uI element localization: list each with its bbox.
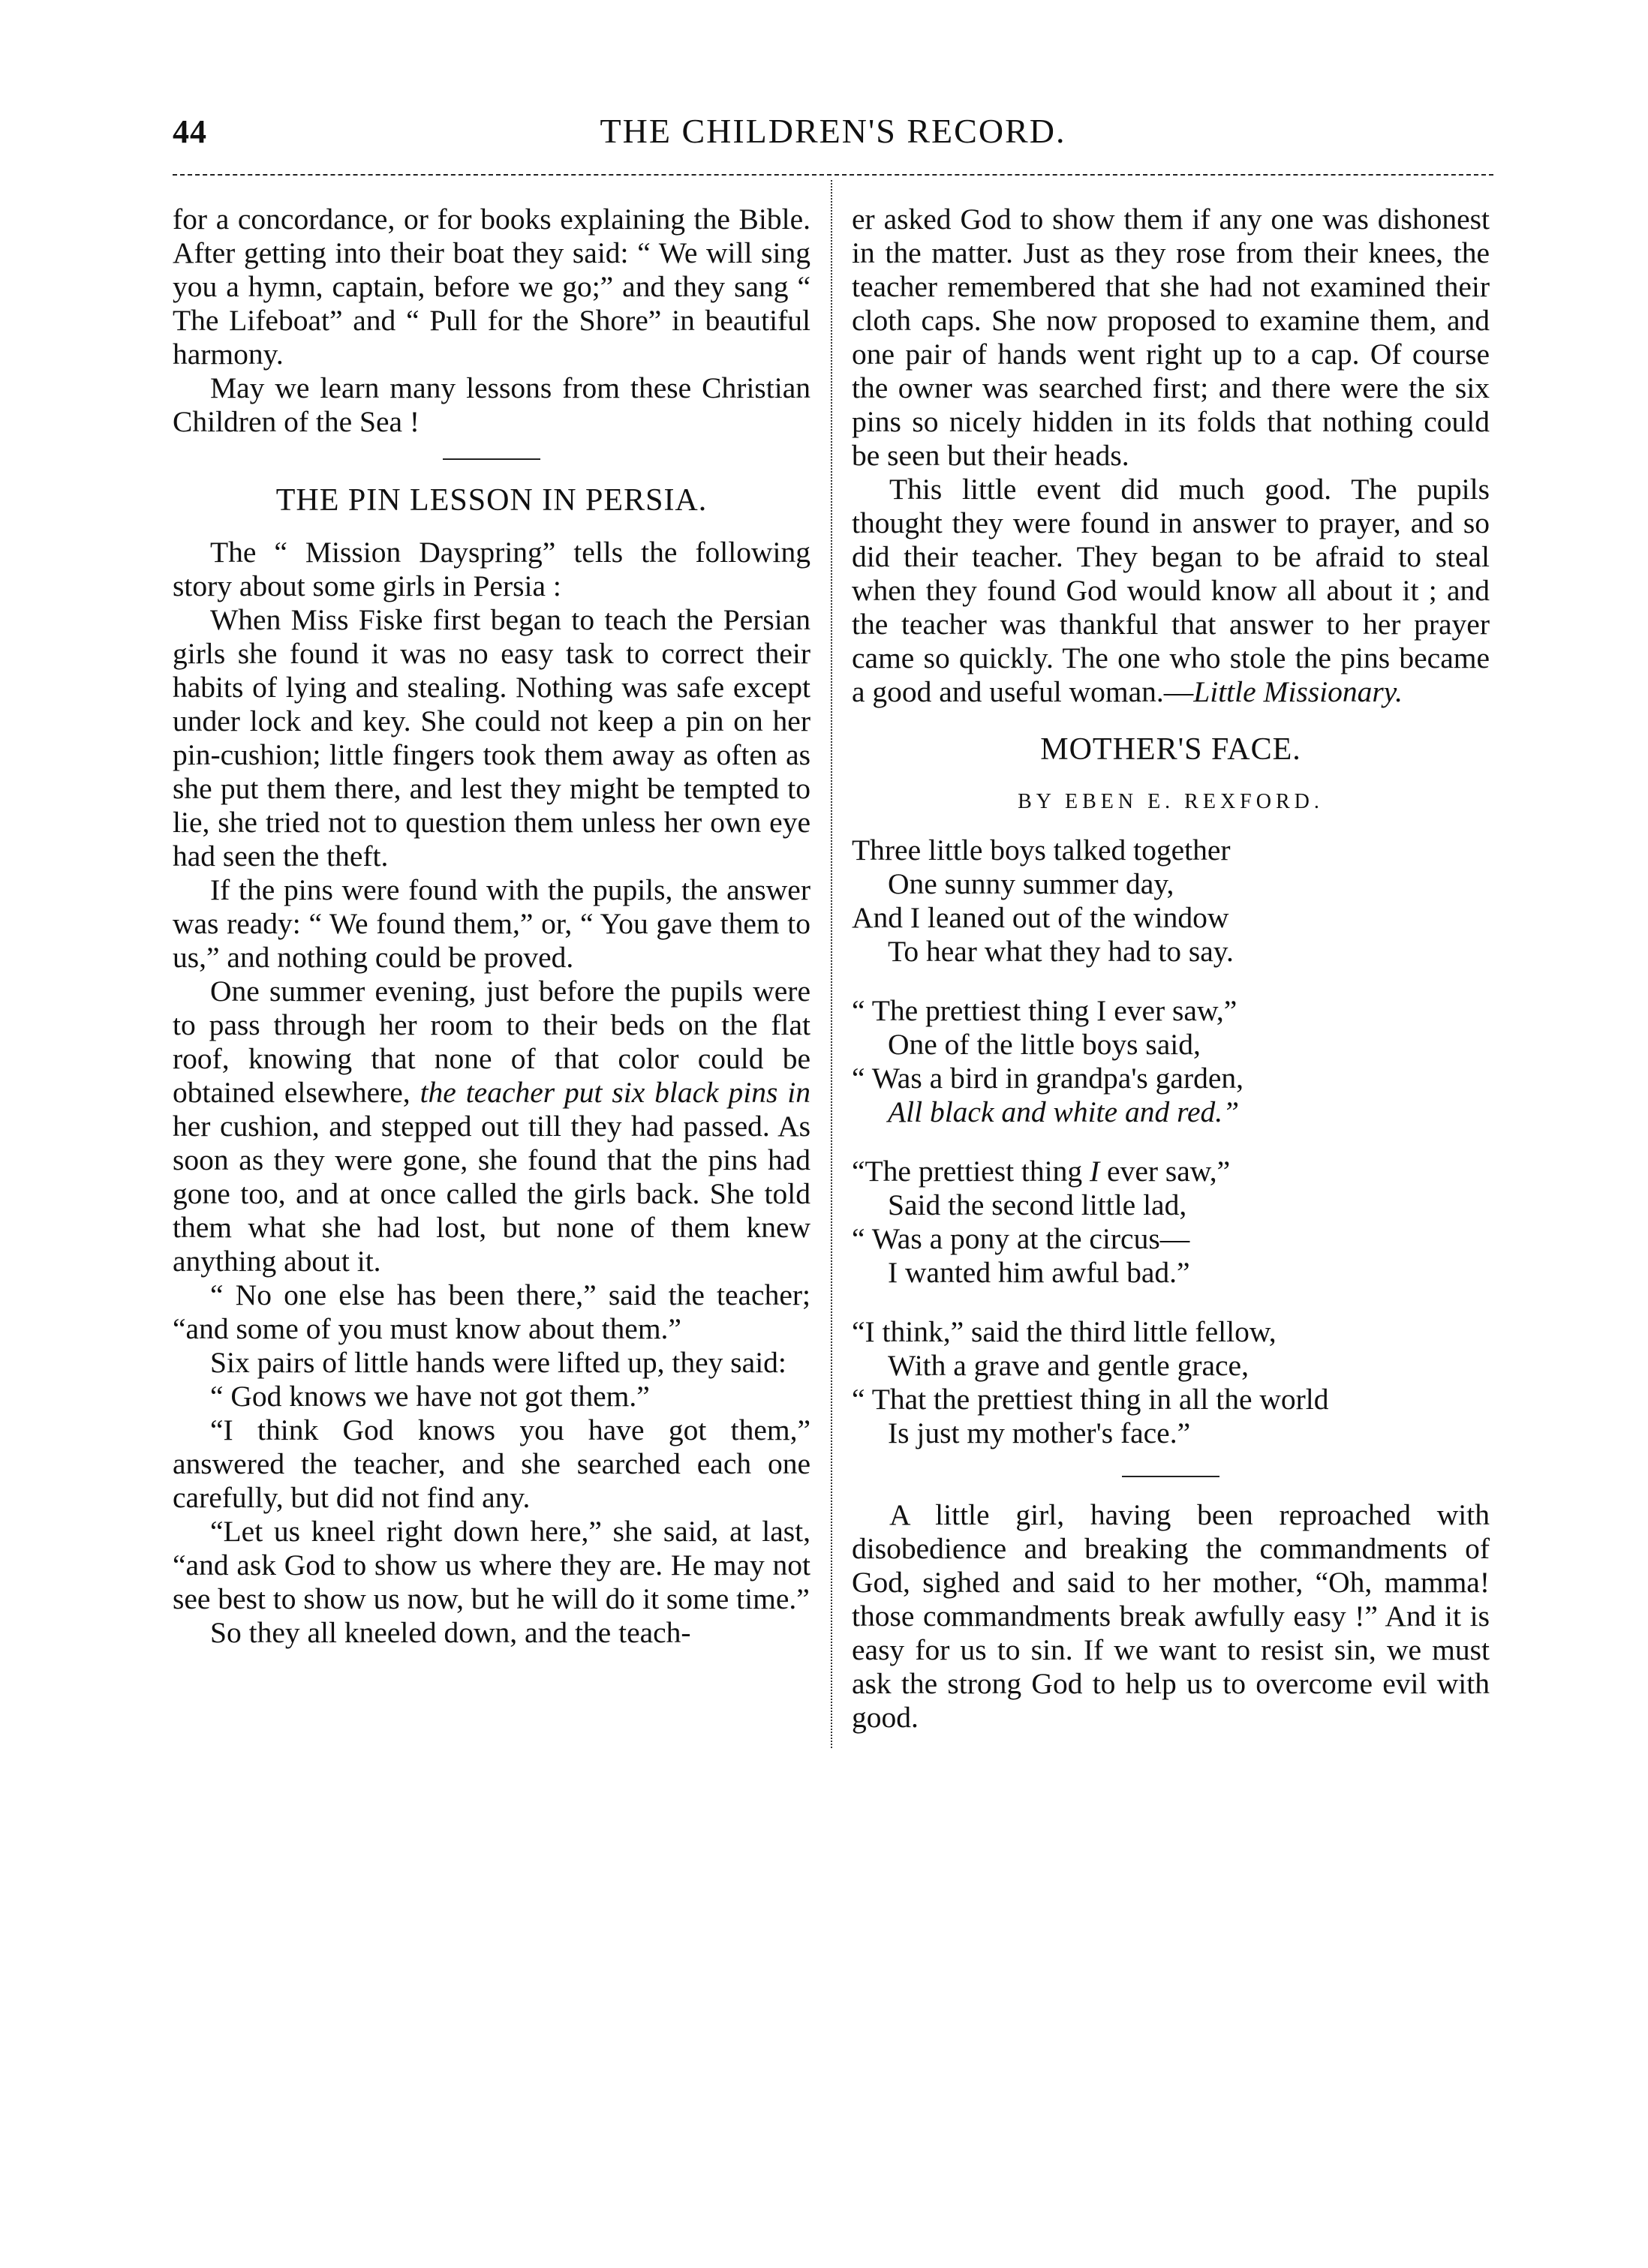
poem-stanza (852, 994, 1490, 1129)
poem-line: “ Was a bird in grandpa's garden, (852, 1062, 1244, 1095)
poem-line: With a grave and gentle grace, (888, 1349, 1249, 1382)
closing-paragraph: A little girl, having been reproached with disobedience and breaking the commandments of God, sighed and said to her mother, “Oh, mamma! those commandments break awfully easy !” And it is easy for us to sin. If we want to resist sin, we must ask the strong God to help us to overcome evil with good. (852, 1498, 1490, 1734)
section-rule (1122, 1476, 1219, 1477)
paragraph-text: One summer evening, just before the pupils were to pass through her room to their beds on the flat roof, knowing that none of that color could be obtained elsewhere, (173, 975, 810, 1109)
poem-line: Is just my mother's face.” (888, 1416, 1191, 1449)
poem-line (852, 1095, 1490, 1129)
poem-line: I wanted him awful bad.” (888, 1256, 1190, 1289)
article-paragraph: Six pairs of little hands were lifted up, they said: (210, 1346, 786, 1379)
article-paragraph: er asked God to show them if any one was dishonest in the matter. Just as they rose from their knees, the teacher remembered that she had not examined their cloth caps. She now proposed to examine them, and one pair of hands went right up to a cap. Of course the owner was searched first; and there were the six pins so nicely hidden in its folds that nothing could be seen but their heads. (852, 203, 1490, 472)
article-paragraph: “I think God knows you have got them,” answered the teacher, and she searched each one carefully, but did not find any. (173, 1413, 810, 1514)
poem-stanza (852, 1155, 1490, 1290)
article-paragraph: “ No one else has been there,” said the teacher; “and some of you must know about them.” (173, 1278, 810, 1345)
poem-byline: BY EBEN E. REXFORD. (1018, 790, 1324, 813)
article-paragraph: If the pins were found with the pupils, the answer was ready: “ We found them,” or, “ You gave them to us,” and nothing could be proved. (173, 873, 810, 974)
article-paragraph (173, 975, 810, 1278)
poem-text: “The prettiest thing (852, 1155, 1090, 1188)
poem-line: “I think,” said the third little fellow, (852, 1315, 1277, 1348)
article-title-pin-lesson: THE PIN LESSON IN PERSIA. (275, 483, 708, 518)
page-header (173, 105, 1493, 173)
poem-text: ever saw,” (1099, 1155, 1231, 1188)
poem-line: One sunny summer day, (888, 867, 1174, 900)
italic-line: All black and white and red.” (888, 1095, 1240, 1128)
italic-text: the teacher put six black pins in (420, 1076, 810, 1109)
paragraph-text: This little event did much good. The pupils thought they were found in answer to prayer, and so did their teacher. They began to be afraid to steal when they found God would know all about it ; and the teacher was thankful that answer to her prayer came so quickly. The one who stole the pins became a good and useful woman.— (852, 473, 1490, 708)
page-number: 44 (173, 113, 207, 150)
right-column (852, 203, 1490, 1735)
poem-line (852, 1155, 1490, 1188)
poem-line: “ The prettiest thing I ever saw,” (852, 994, 1238, 1027)
poem-title: MOTHER'S FACE. (1040, 732, 1301, 767)
poem-line: One of the little boys said, (888, 1028, 1201, 1061)
poem-line: And I leaned out of the window (852, 901, 1229, 934)
poem-stanza (852, 834, 1490, 969)
italic-word: I (1090, 1155, 1100, 1188)
paragraph-text: her cushion, and stepped out till they had passed. As soon as they were gone, she found that the pins had gone too, and at once called the girls back. She told them what she had lost, but none of them knew anything about it. (173, 1110, 810, 1278)
header-rule (173, 174, 1493, 176)
article-paragraph: “Let us kneel right down here,” she said, at last, “and ask God to show us where they are. He may not see best to show us now, but he will do it some time.” (173, 1515, 810, 1615)
column-divider (831, 180, 832, 1748)
poem-stanza (852, 1315, 1490, 1450)
left-column (173, 203, 810, 1650)
article-paragraph: When Miss Fiske first began to teach the Persian girls she found it was no easy task to correct their habits of lying and stealing. Nothing was safe except under lock and key. She could not keep a pin on her pin-cushion; little fingers took them away as often as she put them there, and lest they might be tempted to lie, she tried not to question them unless her own eye had seen the theft. (173, 603, 810, 873)
source-credit: Little Missionary. (1193, 675, 1403, 708)
article-paragraph (852, 473, 1490, 709)
poem-line: “ Was a pony at the circus— (852, 1222, 1190, 1255)
poem-line: Three little boys talked together (852, 834, 1231, 867)
article-paragraph: “ God knows we have not got them.” (210, 1380, 650, 1413)
closing-paragraph: May we learn many lessons from these Christian Children of the Sea ! (173, 371, 810, 438)
poem-line: To hear what they had to say. (888, 935, 1234, 968)
poem-line: “ That the prettiest thing in all the world (852, 1383, 1329, 1416)
poem-line: Said the second little lad, (888, 1188, 1187, 1221)
magazine-page (173, 105, 1493, 2251)
article-paragraph: The “ Mission Dayspring” tells the following story about some girls in Persia : (173, 536, 810, 602)
section-rule (443, 458, 540, 460)
running-title: THE CHILDREN'S RECORD. (600, 112, 1066, 150)
article-paragraph: So they all kneeled down, and the teach- (210, 1616, 691, 1649)
continued-paragraph: for a concordance, or for books explaining the Bible. After getting into their boat they said: “ We will sing you a hymn, captain, before we go;” and they sang “ The Lifeboat” and “ Pull for the Shore” in beautiful harmony. (173, 203, 810, 371)
